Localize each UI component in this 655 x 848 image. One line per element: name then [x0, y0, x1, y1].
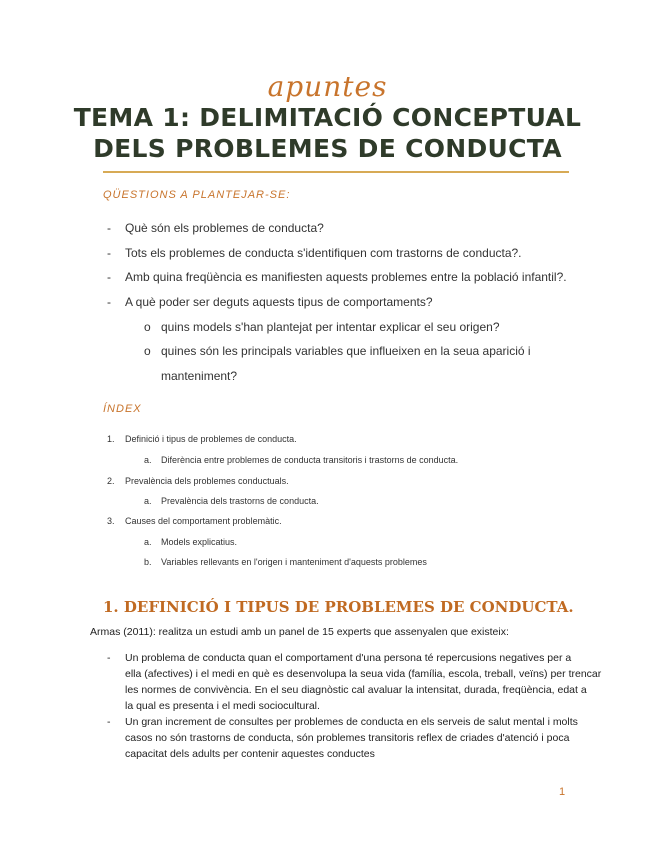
- index-number: 1.: [107, 434, 115, 444]
- page-number: 1: [559, 786, 566, 798]
- script-heading: apuntes: [267, 70, 388, 103]
- question-item: Què són els problemes de conducta?: [125, 221, 324, 235]
- index-subitem: Variables rellevants en l'origen i manteniment d'aquests problemes: [161, 557, 427, 567]
- index-item: Causes del comportament problemàtic.: [125, 516, 282, 526]
- index-subitem: Prevalència dels trastorns de conducta.: [161, 496, 319, 506]
- index-letter: b.: [144, 557, 152, 567]
- questions-label: QÜESTIONS A PLANTEJAR-SE:: [103, 189, 291, 201]
- index-item: Prevalència dels problemes conductuals.: [125, 476, 289, 486]
- page-title-line-1: TEMA 1: DELIMITACIÓ CONCEPTUAL: [73, 103, 582, 132]
- title-divider: [103, 171, 569, 173]
- question-dash: -: [107, 295, 111, 309]
- index-letter: a.: [144, 496, 152, 506]
- sub-bullet: o: [144, 320, 151, 334]
- paragraph-line: capacitat dels adults per contenir aquestes conductes: [125, 748, 375, 760]
- question-item: Tots els problemes de conducta s'identifiquen com trastorns de conducta?.: [125, 246, 522, 260]
- paragraph-line: ella (afectives) i el medi en què es desenvolupa la seua vida (família, escola, treball, veïns) per trencar: [125, 668, 602, 680]
- question-item: A què poder ser deguts aquests tipus de comportaments?: [125, 295, 433, 309]
- paragraph-dash: -: [107, 716, 111, 728]
- question-dash: -: [107, 221, 111, 235]
- paragraph-line: casos no són trastorns de conducta, són problemes transitoris reflex de criades d'atenció i poca: [125, 732, 570, 744]
- paragraph-dash: -: [107, 652, 111, 664]
- paragraph-line: la qual es presenta i el medi sociocultural.: [125, 700, 320, 712]
- paragraph-line: Un problema de conducta quan el comportament d'una persona té repercusions negatives per a: [125, 652, 572, 664]
- section-intro: Armas (2011): realitza un estudi amb un panel de 15 experts que assenyalen que existeix:: [90, 626, 509, 638]
- paragraph-line: Un gran increment de consultes per problemes de conducta en els serveis de salut mental i molts: [125, 716, 578, 728]
- question-dash: -: [107, 246, 111, 260]
- question-subitem: quins models s'han plantejat per intentar explicar el seu origen?: [161, 320, 500, 334]
- page-title-line-2: DELS PROBLEMES DE CONDUCTA: [93, 134, 562, 163]
- question-item: Amb quina freqüència es manifiesten aquests problemes entre la població infantil?.: [125, 270, 567, 284]
- question-subitem: quines són les principals variables que influeixen en la seua aparició i: [161, 344, 531, 358]
- index-number: 2.: [107, 476, 115, 486]
- index-subitem: Diferència entre problemes de conducta transitoris i trastorns de conducta.: [161, 455, 459, 465]
- index-number: 3.: [107, 516, 115, 526]
- index-label: ÍNDEX: [103, 403, 142, 415]
- index-item: Definició i tipus de problemes de conducta.: [125, 434, 297, 444]
- section-heading: 1. DEFINICIÓ I TIPUS DE PROBLEMES DE CONDUCTA.: [103, 598, 574, 616]
- question-subitem-continuation: manteniment?: [161, 369, 238, 383]
- question-dash: -: [107, 270, 111, 284]
- index-letter: a.: [144, 455, 152, 465]
- index-subitem: Models explicatius.: [161, 537, 238, 547]
- sub-bullet: o: [144, 344, 151, 358]
- paragraph-line: les normes de convivència. En el seu diagnòstic cal avaluar la intensitat, durada, freqüència, edat a: [125, 684, 587, 696]
- index-letter: a.: [144, 537, 152, 547]
